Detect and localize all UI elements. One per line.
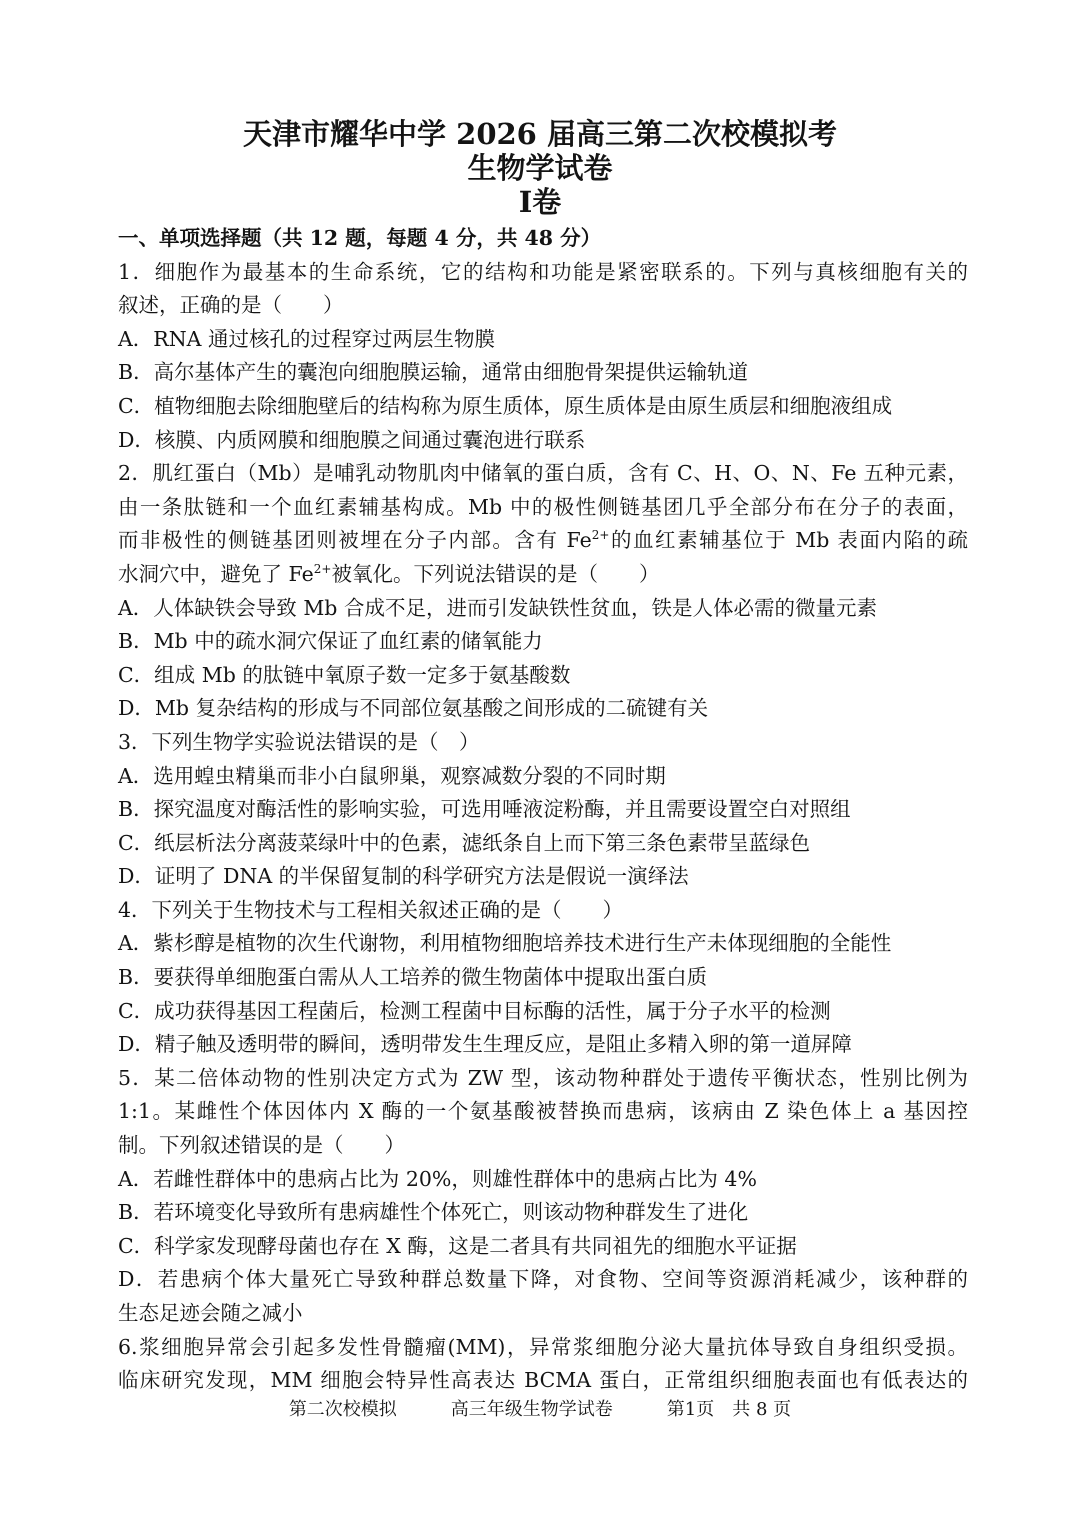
option-c: C．植物细胞去除细胞壁后的结构称为原生质体，原生质体是由原生质层和细胞液组成 — [118, 393, 893, 418]
option-c: C．组成 Mb 的肽链中氧原子数一定多于氨基酸数 — [118, 662, 571, 687]
option-d: D．Mb 复杂结构的形成与不同部位氨基酸之间形成的二硫键有关 — [118, 696, 709, 721]
option-a: A．紫杉醇是植物的次生代谢物，利用植物细胞培养技术进行生产未体现细胞的全能性 — [118, 931, 892, 956]
volume-title: I卷 — [518, 185, 562, 219]
option-d: D．核膜、内质网膜和细胞膜之间通过囊泡进行联系 — [118, 427, 586, 452]
option-b: B．探究温度对酶活性的影响实验，可选用唾液淀粉酶，并且需要设置空白对照组 — [118, 797, 851, 822]
question-stem-line: 1:1。某雌性个体因体内 X 酶的一个氨基酸被替换而患病，该病由 Z 染色体上 a 基因控 — [118, 1099, 968, 1124]
exam-body — [118, 222, 968, 1398]
option-c: C．纸层析法分离菠菜绿叶中的色素，滤纸条自上而下第三条色素带呈蓝绿色 — [118, 830, 811, 855]
question-stem-line: 制。下列叙述错误的是（ ） — [118, 1133, 405, 1158]
question-stem-line: 4．下列关于生物技术与工程相关叙述正确的是（ ） — [118, 897, 624, 922]
question-stem-line: 5．某二倍体动物的性别决定方式为 ZW 型，该动物种群处于遗传平衡状态，性别比例为 — [118, 1065, 968, 1090]
question-1 — [118, 256, 968, 458]
page-footer: 第二次校模拟 高三年级生物学试卷 第1页 共 8 页 — [288, 1399, 792, 1420]
option-a: A．RNA 通过核孔的过程穿过两层生物膜 — [118, 326, 495, 351]
question-4 — [118, 894, 968, 1062]
stem-text: 的血红素辅基位于 Mb 表面内陷的疏 — [609, 528, 968, 553]
question-6 — [118, 1331, 968, 1398]
option-d: D．精子触及透明带的瞬间，透明带发生生理反应，是阻止多精入卵的第一道屏障 — [118, 1032, 852, 1057]
question-stem-line — [118, 558, 968, 592]
question-stem-line: 3．下列生物学实验说法错误的是（ ） — [118, 729, 480, 754]
option-c: C．科学家发现酵母菌也存在 X 酶，这是二者具有共同祖先的细胞水平证据 — [118, 1233, 797, 1258]
superscript-charge: 2+ — [591, 528, 610, 543]
question-2 — [118, 457, 968, 726]
option-b: B．Mb 中的疏水洞穴保证了血红素的储氧能力 — [118, 629, 543, 654]
option-d-continued: 生态足迹会随之减小 — [118, 1301, 303, 1325]
question-5 — [118, 1062, 968, 1331]
option-a: A．人体缺铁会导致 Mb 合成不足，进而引发缺铁性贫血，铁是人体必需的微量元素 — [118, 595, 877, 620]
option-b: B．高尔基体产生的囊泡向细胞膜运输，通常由细胞骨架提供运输轨道 — [118, 360, 749, 385]
superscript-charge: 2+ — [313, 561, 332, 576]
stem-text: 水洞穴中，避免了 Fe — [118, 561, 314, 586]
question-stem-line: 1．细胞作为最基本的生命系统，它的结构和功能是紧密联系的。下列与真核细胞有关的 — [118, 259, 968, 284]
option-b: B．要获得单细胞蛋白需从人工培养的微生物菌体中提取出蛋白质 — [118, 965, 708, 990]
stem-text: 被氧化。下列说法错误的是（ ） — [331, 561, 660, 586]
question-stem-line: 6.浆细胞异常会引起多发性骨髓瘤(MM)，异常浆细胞分泌大量抗体导致自身组织受损。 — [118, 1334, 968, 1359]
question-stem-line — [118, 524, 968, 558]
option-a: A．选用蝗虫精巢而非小白鼠卵巢，观察减数分裂的不同时期 — [118, 763, 666, 788]
subject-title: 生物学试卷 — [467, 151, 613, 185]
question-stem-line: 由一条肽链和一个血红素辅基构成。Mb 中的极性侧链基团几乎全部分布在分子的表面， — [118, 494, 968, 519]
option-a: A．若雌性群体中的患病占比为 20%，则雄性群体中的患病占比为 4% — [118, 1166, 757, 1191]
question-stem-line: 临床研究发现，MM 细胞会特异性高表达 BCMA 蛋白，正常组织细胞表面也有低表达的 — [118, 1368, 968, 1393]
option-c: C．成功获得基因工程菌后，检测工程菌中目标酶的活性，属于分子水平的检测 — [118, 998, 831, 1023]
option-d: D．证明了 DNA 的半保留复制的科学研究方法是假说一演绎法 — [118, 864, 689, 889]
option-b: B．若环境变化导致所有患病雄性个体死亡，则该动物种群发生了进化 — [118, 1200, 749, 1225]
section-heading: 一、单项选择题（共 12 题，每题 4 分，共 48 分） — [118, 226, 602, 250]
stem-text: 而非极性的侧链基团则被埋在分子内部。含有 Fe — [118, 528, 592, 553]
option-d: D．若患病个体大量死亡导致种群总数量下降，对食物、空间等资源消耗减少，该种群的 — [118, 1267, 968, 1292]
question-stem-line: 叙述，正确的是（ ） — [118, 293, 344, 318]
question-stem-line: 2．肌红蛋白（Mb）是哺乳动物肌肉中储氧的蛋白质，含有 C、H、O、N、Fe 五种元素， — [118, 461, 968, 486]
question-3 — [118, 726, 968, 894]
school-title: 天津市耀华中学 2026 届高三第二次校模拟考 — [243, 117, 837, 151]
